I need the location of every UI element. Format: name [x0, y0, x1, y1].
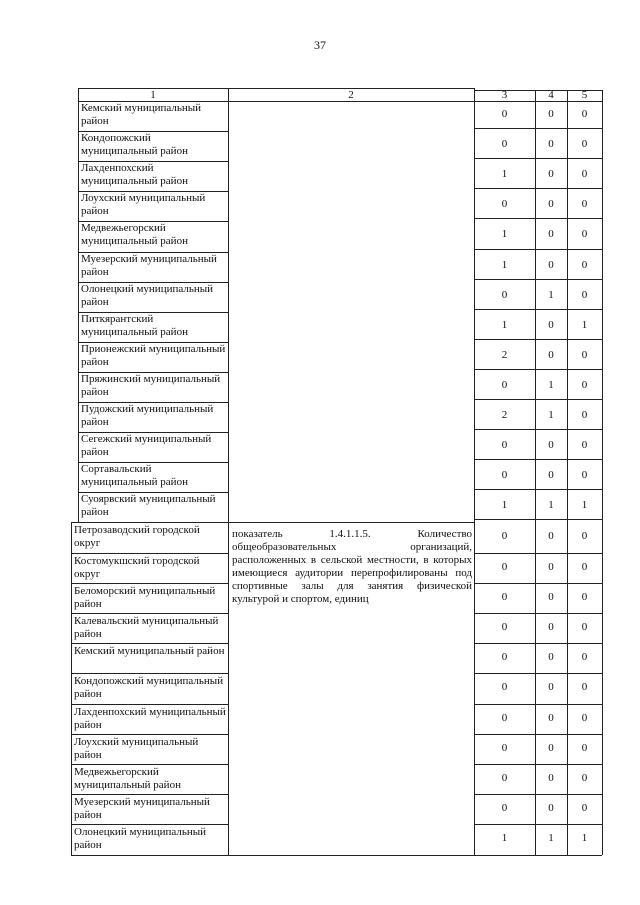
row-divider — [71, 522, 474, 523]
header-cell-4: 4 — [548, 89, 554, 101]
value-cell: 0 — [501, 469, 508, 482]
value-cell: 0 — [548, 802, 554, 815]
district-name: Муезерский муниципальный район — [74, 796, 210, 822]
value-cell: 0 — [548, 711, 554, 724]
value-cell: 2 — [501, 409, 508, 421]
value-cell: 0 — [581, 108, 588, 120]
row-divider — [71, 643, 228, 644]
row-divider — [474, 188, 602, 189]
district-name: Кондопожский муниципальный район — [74, 675, 224, 701]
value-cell: 0 — [548, 168, 554, 181]
value-cell: 0 — [548, 228, 554, 241]
value-cell: 0 — [581, 378, 588, 391]
row-divider — [474, 279, 602, 280]
row-divider — [474, 673, 602, 674]
district-name: Лоухский муниципальный район — [74, 735, 199, 761]
district-name: Олонецкий муниципальный район — [81, 282, 213, 308]
value-cell: 1 — [501, 168, 508, 181]
row-divider — [474, 643, 602, 644]
value-cell: 1 — [548, 378, 554, 391]
row-divider — [71, 734, 228, 735]
row-divider — [474, 369, 602, 370]
value-cell: 0 — [501, 198, 508, 211]
row-divider — [474, 553, 602, 554]
row-divider — [71, 583, 228, 584]
value-cell: 0 — [501, 651, 508, 664]
row-divider — [474, 309, 602, 310]
district-name: Кемский муниципальный район — [81, 102, 202, 127]
district-name: Сегежский муниципальный район — [81, 433, 212, 459]
value-cell: 1 — [501, 228, 508, 241]
value-cell: 0 — [581, 348, 588, 361]
row-divider — [474, 399, 602, 400]
value-cell: 0 — [581, 681, 588, 694]
value-cell: 1 — [501, 832, 508, 845]
row-divider — [474, 339, 602, 340]
value-cell: 0 — [581, 469, 588, 482]
value-cell: 0 — [548, 621, 554, 633]
value-cell: 0 — [581, 621, 588, 633]
district-name: Медвежьегорский муниципальный район — [74, 766, 181, 791]
row-divider — [474, 218, 602, 219]
value-cell: 0 — [548, 530, 554, 543]
value-cell: 0 — [501, 711, 508, 724]
value-cell: 0 — [501, 590, 508, 603]
value-cell: 0 — [548, 198, 554, 211]
value-cell: 2 — [501, 348, 508, 361]
district-name: Костомукшский городской округ — [74, 554, 200, 580]
value-cell: 0 — [501, 288, 508, 301]
value-cell: 0 — [501, 621, 508, 633]
value-cell: 0 — [501, 138, 508, 151]
district-name: Пудожский муниципальный район — [81, 403, 214, 428]
value-cell: 0 — [581, 560, 588, 573]
page-number: 37 — [314, 38, 326, 52]
value-cell: 0 — [548, 469, 554, 482]
district-name: Муезерский муниципальный район — [81, 252, 217, 278]
value-cell: 1 — [581, 499, 588, 512]
row-divider — [474, 128, 602, 129]
district-name: Кондопожский муниципальный район — [81, 132, 188, 158]
value-cell: 0 — [548, 258, 554, 271]
row-divider — [474, 583, 602, 584]
row-divider — [71, 794, 228, 795]
row-divider — [474, 704, 602, 705]
district-name: Петрозаводский городской округ — [74, 524, 200, 550]
value-cell: 0 — [548, 318, 554, 331]
value-cell: 0 — [548, 439, 554, 452]
district-name: Лоухский муниципальный район — [81, 192, 206, 218]
district-name: Пряжинский муниципальный район — [81, 372, 221, 398]
row-divider — [71, 824, 228, 825]
row-divider — [71, 553, 228, 554]
row-divider — [474, 794, 602, 795]
value-cell: 0 — [548, 348, 554, 361]
district-name: Медвежьегорский муниципальный район — [81, 222, 188, 248]
value-cell: 0 — [581, 138, 588, 151]
value-cell: 0 — [548, 138, 554, 151]
value-cell: 0 — [581, 168, 588, 181]
value-cell: 0 — [581, 590, 588, 603]
value-cell: 1 — [548, 832, 554, 845]
value-cell: 0 — [581, 198, 588, 211]
value-cell: 1 — [548, 409, 554, 421]
row-divider — [474, 519, 602, 520]
value-cell: 1 — [501, 499, 508, 512]
value-cell: 0 — [581, 439, 588, 452]
value-cell: 0 — [581, 288, 588, 301]
row-divider — [71, 673, 228, 674]
value-cell: 0 — [548, 741, 554, 754]
value-cell: 1 — [548, 288, 554, 301]
value-cell: 0 — [581, 711, 588, 724]
district-name: Питкярантский муниципальный район — [81, 312, 188, 338]
row-divider — [71, 855, 602, 856]
row-divider — [71, 764, 228, 765]
value-cell: 0 — [501, 681, 508, 694]
value-cell: 0 — [501, 560, 508, 573]
row-divider — [474, 429, 602, 430]
value-cell: 0 — [501, 530, 508, 543]
header-cell-3: 3 — [501, 89, 508, 101]
district-name: Суоярвский муниципальный район — [81, 493, 216, 519]
row-divider — [474, 613, 602, 614]
value-cell: 0 — [501, 108, 508, 120]
value-cell: 0 — [581, 802, 588, 815]
value-cell: 0 — [501, 741, 508, 754]
row-divider — [474, 734, 602, 735]
value-cell: 1 — [581, 318, 588, 331]
value-cell: 0 — [581, 741, 588, 754]
district-name: Калевальский муниципальный район — [74, 615, 219, 640]
value-cell: 1 — [501, 318, 508, 331]
value-cell: 0 — [581, 530, 588, 543]
value-cell: 0 — [501, 802, 508, 815]
row-divider — [71, 704, 228, 705]
value-cell: 1 — [581, 832, 588, 845]
header-cell-5: 5 — [581, 89, 588, 101]
value-cell: 0 — [581, 651, 588, 664]
value-cell: 0 — [548, 590, 554, 603]
value-cell: 0 — [501, 439, 508, 452]
row-divider — [78, 88, 474, 89]
value-cell: 0 — [581, 409, 588, 421]
row-divider — [71, 613, 228, 614]
header-cell-1: 1 — [150, 89, 156, 101]
district-name: Кемский муниципальный район — [74, 645, 225, 658]
value-cell: 0 — [548, 772, 554, 784]
value-cell: 0 — [548, 681, 554, 694]
district-name: Прионежский муниципальный район — [81, 342, 226, 368]
value-cell: 0 — [548, 108, 554, 120]
district-name: Лахденпохский муниципальный район — [74, 705, 226, 731]
row-divider — [474, 158, 602, 159]
value-cell: 0 — [501, 772, 508, 784]
value-cell: 0 — [548, 560, 554, 573]
value-cell: 1 — [501, 258, 508, 271]
district-name: Олонецкий муниципальный район — [74, 826, 206, 852]
header-cell-2: 2 — [348, 89, 354, 101]
value-cell: 0 — [581, 772, 588, 784]
value-cell: 0 — [581, 258, 588, 271]
column-divider — [228, 88, 229, 855]
column-divider — [602, 90, 603, 855]
row-divider — [474, 489, 602, 490]
row-divider — [474, 90, 602, 91]
indicator-text: показатель 1.4.1.1.5. Количество общеобразовательных организаций, расположенных в сельской местности, в которых имеющиеся аудитории перепрофилированы под спортивные залы для занятия физической культурой и спортом, единиц — [232, 528, 472, 606]
district-name: Сортавальский муниципальный район — [81, 463, 188, 489]
row-divider — [474, 249, 602, 250]
row-divider — [474, 764, 602, 765]
value-cell: 0 — [501, 378, 508, 391]
district-name: Беломорский муниципальный район — [74, 584, 216, 610]
row-divider — [474, 824, 602, 825]
row-divider — [474, 459, 602, 460]
value-cell: 0 — [581, 228, 588, 241]
value-cell: 0 — [548, 651, 554, 664]
district-name: Лахденпохский муниципальный район — [81, 162, 188, 188]
value-cell: 1 — [548, 499, 554, 512]
